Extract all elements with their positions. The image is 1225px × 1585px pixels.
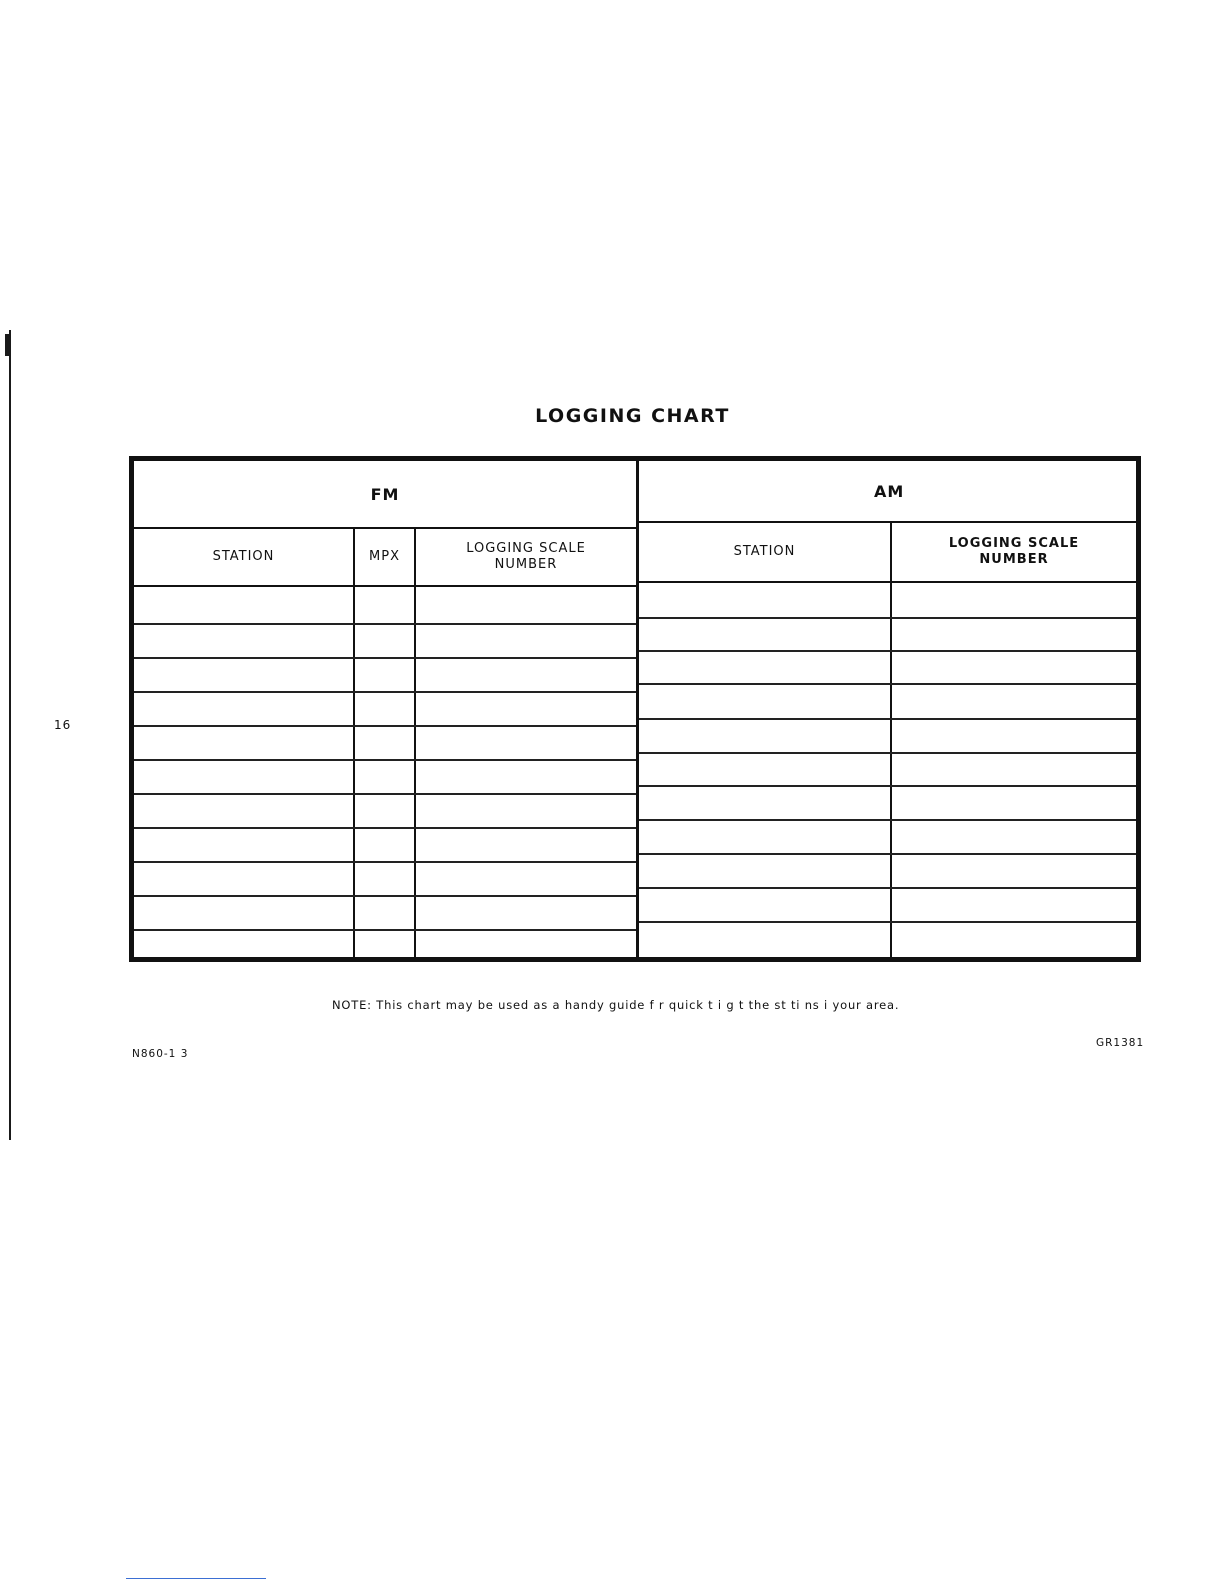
am-row-line (639, 887, 1136, 889)
bottom-link-line (126, 1578, 266, 1579)
am-station-header: STATION (639, 523, 890, 583)
am-header: AM (639, 461, 1136, 523)
fm-row-line (134, 793, 636, 795)
am-row-line (639, 921, 1136, 923)
chart-title: LOGGING CHART (535, 405, 730, 427)
am-rows (639, 585, 1136, 957)
document-code-right: GR1381 (1096, 1037, 1145, 1049)
fm-logging-scale-header: LOGGING SCALE NUMBER (416, 529, 636, 587)
am-logging-scale-header: LOGGING SCALE NUMBER (892, 523, 1136, 583)
fm-row-line (134, 759, 636, 761)
fm-row-line (134, 895, 636, 897)
am-row-line (639, 819, 1136, 821)
fm-row-line (134, 929, 636, 931)
fm-rows (134, 589, 636, 957)
am-row-line (639, 853, 1136, 855)
am-row-line (639, 683, 1136, 685)
am-row-line (639, 752, 1136, 754)
am-row-line (639, 785, 1136, 787)
fm-header: FM (134, 461, 636, 529)
fm-mpx-header: MPX (355, 529, 414, 587)
fm-row-line (134, 861, 636, 863)
chart-note: NOTE: This chart may be used as a handy guide f r quick t i g t the st ti ns i your area. (332, 998, 900, 1012)
fm-row-line (134, 827, 636, 829)
fm-station-header: STATION (134, 529, 353, 587)
document-code-left: N860-1 3 (132, 1048, 189, 1060)
am-section (636, 461, 1136, 957)
scan-edge-mark (5, 334, 10, 356)
fm-row-line (134, 725, 636, 727)
am-row-line (639, 617, 1136, 619)
fm-row-line (134, 657, 636, 659)
fm-section (134, 461, 636, 957)
page-number: 16 (54, 718, 72, 732)
fm-row-line (134, 691, 636, 693)
fm-row-line (134, 623, 636, 625)
am-row-line (639, 650, 1136, 652)
am-row-line (639, 718, 1136, 720)
logging-chart-table (129, 456, 1141, 962)
scan-edge-line (9, 330, 11, 1140)
